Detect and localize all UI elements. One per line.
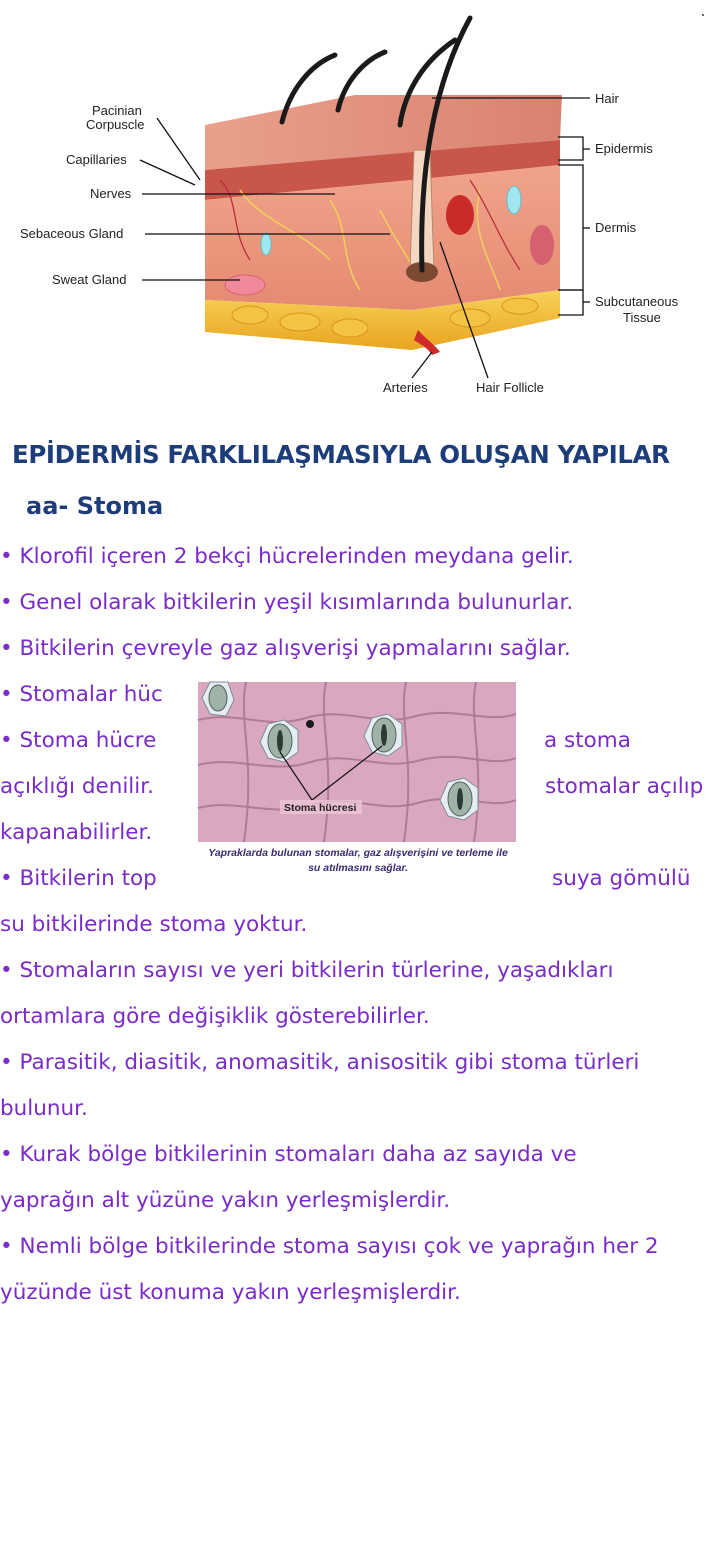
sebaceous-gland-shape — [446, 195, 474, 235]
section-subheading: aa- Stoma — [26, 492, 164, 520]
text-line: yaprağın alt yüzüne yakın yerleşmişlerdir. — [0, 1188, 451, 1213]
label-corpuscle: Corpuscle — [86, 117, 145, 132]
label-nerves: Nerves — [90, 186, 132, 201]
label-hair-follicle: Hair Follicle — [476, 380, 544, 395]
label-tissue: Tissue — [623, 310, 661, 325]
skin-diagram-svg — [0, 0, 720, 410]
text-line: • Stomaların sayısı ve yeri bitkilerin türlerine, yaşadıkları — [0, 958, 614, 983]
skin-cross-section-figure — [0, 0, 720, 410]
text-line: • Klorofil içeren 2 bekçi hücrelerinden meydana gelir. — [0, 544, 574, 569]
text-line: ortamlara göre değişiklik gösterebilirler. — [0, 1004, 430, 1029]
stoma-caption — [176, 846, 540, 876]
stoma-micrograph-figure — [176, 680, 540, 880]
stoma-micrograph-svg — [176, 680, 540, 846]
text-line: • Stomalar hüc — [0, 682, 163, 707]
text-line: • Nemli bölge bitkilerinde stoma sayısı çok ve yaprağın her 2 — [0, 1234, 659, 1259]
label-hair: Hair — [595, 91, 619, 106]
muscle-shape — [530, 225, 554, 265]
stoma-label: Stoma hücresi — [284, 802, 357, 814]
label-pacinian: Pacinian — [92, 103, 142, 118]
text-line: açıklığı denilir. — [0, 774, 154, 799]
text-line: a stoma — [544, 728, 631, 753]
stoma-caption-line1: Yapraklarda bulunan stomalar, gaz alışverişini ve terleme ile — [208, 847, 508, 859]
receptor-shape — [261, 233, 271, 255]
text-line: suya gömülü — [552, 866, 691, 891]
pacinian-corpuscle-shape — [507, 186, 521, 214]
text-line: • Bitkilerin çevreyle gaz alışverişi yapmalarını sağlar. — [0, 636, 571, 661]
label-capillaries: Capillaries — [66, 152, 127, 167]
text-line: kapanabilirler. — [0, 820, 153, 845]
sweat-gland-shape — [225, 275, 265, 295]
text-line: • Bitkilerin top — [0, 866, 157, 891]
text-line: stomalar açılıp — [545, 774, 704, 799]
micrograph-background — [198, 682, 516, 842]
label-dermis: Dermis — [595, 220, 637, 235]
text-line: yüzünde üst konuma yakın yerleşmişlerdir. — [0, 1280, 461, 1305]
label-subcutaneous: Subcutaneous — [595, 294, 679, 309]
text-line: • Stoma hücre — [0, 728, 157, 753]
label-sweat-gland: Sweat Gland — [52, 272, 127, 287]
label-sebaceous-gland: Sebaceous Gland — [20, 226, 124, 241]
text-line: • Genel olarak bitkilerin yeşil kısımlarında bulunurlar. — [0, 590, 574, 615]
text-line: su bitkilerinde stoma yoktur. — [0, 912, 308, 937]
text-line: • Kurak bölge bitkilerinin stomaları daha az sayıda ve — [0, 1142, 577, 1167]
section-heading: EPİDERMİS FARKLILAŞMASIYLA OLUŞAN YAPILAR — [12, 440, 670, 469]
label-epidermis: Epidermis — [595, 141, 653, 156]
text-line: • Parasitik, diasitik, anomasitik, anisositik gibi stoma türleri — [0, 1050, 640, 1075]
text-line: bulunur. — [0, 1096, 88, 1121]
dark-spot — [306, 720, 314, 728]
stoma-caption-line2: su atılmasını sağlar. — [308, 862, 408, 874]
label-arteries: Arteries — [383, 380, 428, 395]
